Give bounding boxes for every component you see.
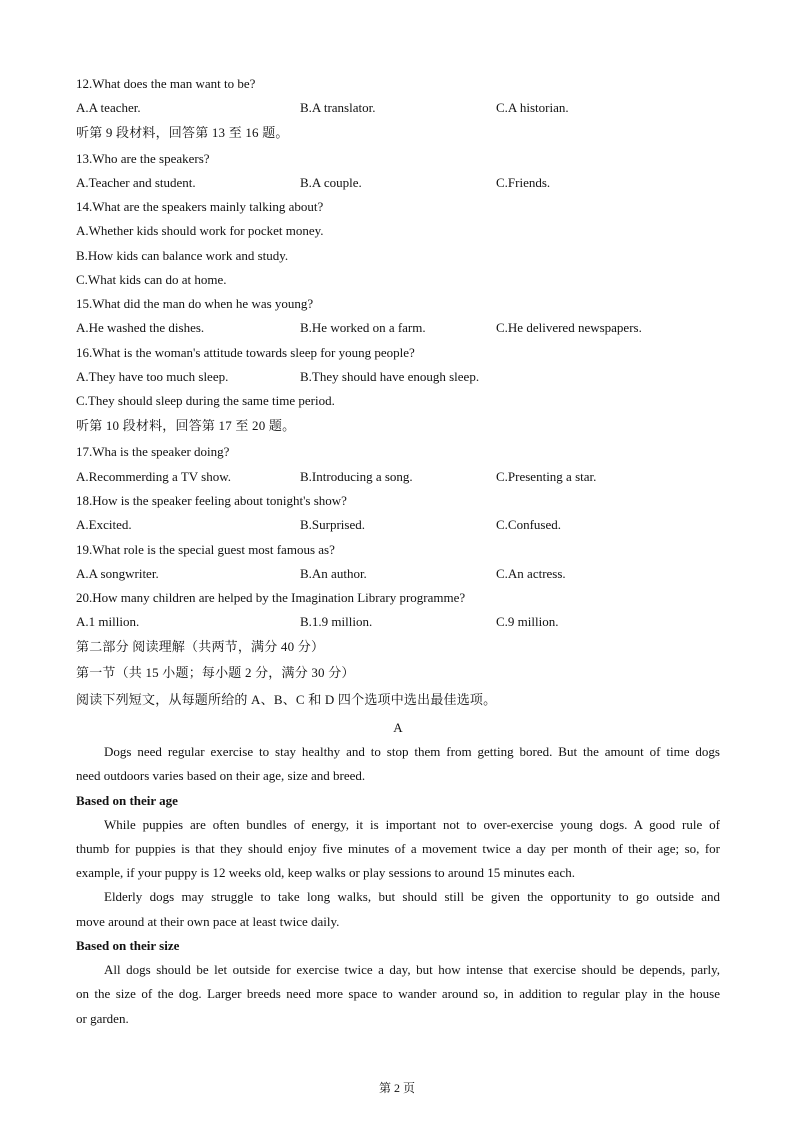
question-15-options bbox=[76, 316, 720, 340]
reading-instruction: 阅读下列短文，从每题所给的 A、B、C 和 D 四个选项中选出最佳选项。 bbox=[76, 692, 497, 707]
option-c: C.Presenting a star. bbox=[496, 469, 597, 484]
question-18-stem: 18.How is the speaker feeling about tonight's show? bbox=[76, 493, 347, 508]
option-a: A.Teacher and student. bbox=[76, 175, 196, 190]
question-12-options bbox=[76, 96, 720, 120]
question-17-options bbox=[76, 465, 720, 489]
section-10-instruction: 听第 10 段材料，回答第 17 至 20 题。 bbox=[76, 418, 296, 433]
question-13-stem: 13.Who are the speakers? bbox=[76, 151, 210, 166]
option-b: B.A couple. bbox=[300, 175, 362, 190]
paragraph-1-line-1: Dogs need regular exercise to stay healthy and to stop them from getting bored. But the amount of time dogs bbox=[104, 744, 720, 759]
paragraph-2-line-1: While puppies are often bundles of energy, it is important not to over-exercise young dogs. A good rule of bbox=[104, 817, 720, 832]
option-c: C.Friends. bbox=[496, 175, 551, 190]
option-b: B.1.9 million. bbox=[300, 614, 373, 629]
question-14-option-c: C.What kids can do at home. bbox=[76, 272, 227, 287]
question-15-stem: 15.What did the man do when he was young? bbox=[76, 296, 314, 311]
question-18-options bbox=[76, 513, 720, 537]
option-b: B.Introducing a song. bbox=[300, 469, 413, 484]
question-17-stem: 17.Wha is the speaker doing? bbox=[76, 444, 230, 459]
option-a: A.A songwriter. bbox=[76, 566, 159, 581]
section-one-title: 第一节（共 15 小题；每小题 2 分，满分 30 分） bbox=[76, 665, 355, 680]
question-14-option-a: A.Whether kids should work for pocket money. bbox=[76, 223, 324, 238]
option-b: B.They should have enough sleep. bbox=[300, 369, 480, 384]
option-c: C.A historian. bbox=[496, 100, 569, 115]
option-a: A.He washed the dishes. bbox=[76, 320, 205, 335]
question-19-stem: 19.What role is the special guest most famous as? bbox=[76, 542, 335, 557]
heading-based-on-size: Based on their size bbox=[76, 938, 180, 953]
option-a: A.1 million. bbox=[76, 614, 140, 629]
paragraph-2-line-3: example, if your puppy is 12 weeks old, keep walks or play sessions to around 15 minutes each. bbox=[76, 865, 575, 880]
question-20-options bbox=[76, 610, 720, 634]
option-b: B.An author. bbox=[300, 566, 367, 581]
option-b: B.He worked on a farm. bbox=[300, 320, 426, 335]
option-c: C.Confused. bbox=[496, 517, 561, 532]
question-16-stem: 16.What is the woman's attitude towards sleep for young people? bbox=[76, 345, 415, 360]
paragraph-2-line-2: thumb for puppies is that they should enjoy five minutes of a movement twice a day per month of their age; so, for bbox=[76, 841, 720, 856]
question-16-option-c: C.They should sleep during the same time period. bbox=[76, 393, 335, 408]
passage-letter: A bbox=[393, 720, 403, 735]
option-c: C.9 million. bbox=[496, 614, 559, 629]
question-14-stem: 14.What are the speakers mainly talking about? bbox=[76, 199, 324, 214]
paragraph-1-line-2: need outdoors varies based on their age, size and breed. bbox=[76, 768, 366, 783]
paragraph-3-line-2: move around at their own pace at least twice daily. bbox=[76, 914, 340, 929]
paragraph-3-line-1: Elderly dogs may struggle to take long walks, but should still be given the opportunity to go outside and bbox=[104, 889, 720, 904]
option-a: A.Excited. bbox=[76, 517, 132, 532]
option-a: A.A teacher. bbox=[76, 100, 141, 115]
option-b: B.A translator. bbox=[300, 100, 376, 115]
option-b: B.Surprised. bbox=[300, 517, 365, 532]
paragraph-4-line-2: on the size of the dog. Larger breeds need more space to wander around so, in addition to regular play in the house bbox=[76, 986, 720, 1001]
paragraph-4-line-3: or garden. bbox=[76, 1011, 129, 1026]
option-c: C.He delivered newspapers. bbox=[496, 320, 642, 335]
paragraph-4-line-1: All dogs should be let outside for exercise twice a day, but how intense that exercise should be depends, parly, bbox=[104, 962, 720, 977]
question-14-option-b: B.How kids can balance work and study. bbox=[76, 248, 289, 263]
heading-based-on-age: Based on their age bbox=[76, 793, 178, 808]
part-two-title: 第二部分 阅读理解（共两节，满分 40 分） bbox=[76, 639, 325, 654]
question-13-options bbox=[76, 171, 720, 195]
question-20-stem: 20.How many children are helped by the Imagination Library programme? bbox=[76, 590, 466, 605]
question-16-options bbox=[76, 365, 720, 389]
question-19-options bbox=[76, 562, 720, 586]
option-c: C.An actress. bbox=[496, 566, 566, 581]
question-12-stem: 12.What does the man want to be? bbox=[76, 76, 256, 91]
option-a: A.Recommerding a TV show. bbox=[76, 469, 232, 484]
section-9-instruction: 听第 9 段材料，回答第 13 至 16 题。 bbox=[76, 125, 289, 140]
page-number: 第 2 页 bbox=[378, 1081, 415, 1095]
option-a: A.They have too much sleep. bbox=[76, 369, 229, 384]
